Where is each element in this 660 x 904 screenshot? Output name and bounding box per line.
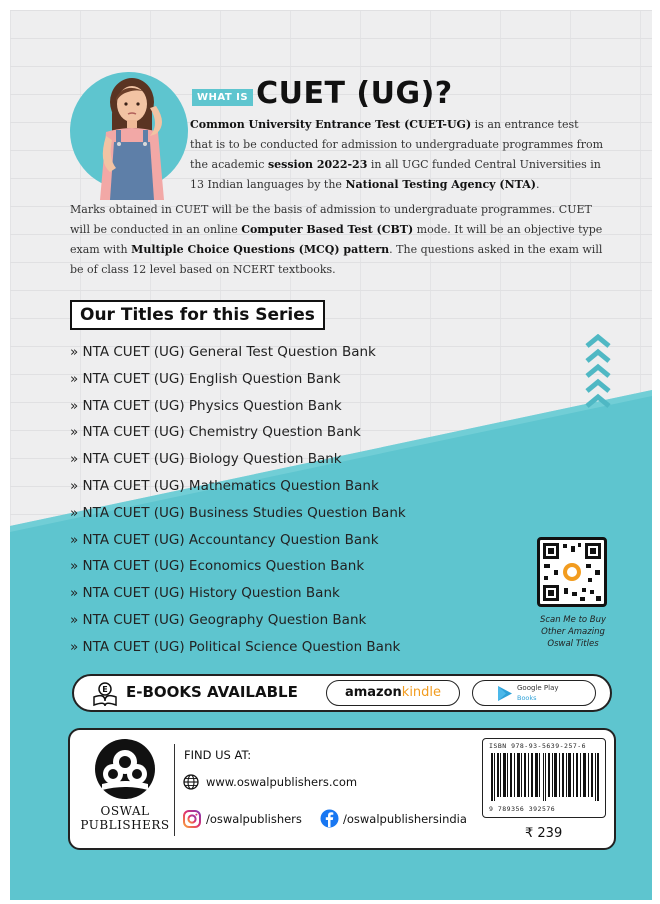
intro-text-3b: in all UGC funded Central Universities in bbox=[367, 158, 601, 171]
list-item: » NTA CUET (UG) English Question Bank bbox=[70, 370, 341, 387]
chevron-up-icon bbox=[585, 334, 611, 412]
girl-illustration bbox=[70, 72, 190, 200]
details-text-4: be of class 12 level based on NCERT textbooks. bbox=[70, 263, 336, 276]
details-paragraph bbox=[70, 200, 624, 280]
qr-caption bbox=[524, 614, 622, 650]
find-us-label: FIND US AT: bbox=[184, 748, 252, 762]
books-text: Books bbox=[517, 694, 537, 702]
student-avatar bbox=[70, 72, 190, 200]
isbn-text: ISBN 978-93-5639-257-6 bbox=[489, 742, 587, 750]
publisher-name bbox=[80, 804, 170, 832]
google-play-icon bbox=[497, 685, 513, 702]
list-item: » NTA CUET (UG) Political Science Question Bank bbox=[70, 638, 401, 655]
what-is-badge: WHAT IS bbox=[192, 89, 253, 106]
qr-code[interactable] bbox=[537, 537, 607, 607]
intro-bold-1: Common University Entrance Test (CUET-UG) bbox=[190, 118, 472, 131]
details-bold-2: Computer Based Test (CBT) bbox=[241, 223, 414, 236]
svg-text:E: E bbox=[102, 685, 108, 694]
ebooks-label: E-BOOKS AVAILABLE bbox=[126, 683, 298, 701]
intro-bold-4: National Testing Agency (NTA) bbox=[345, 178, 536, 191]
facebook-icon bbox=[320, 809, 339, 828]
globe-icon bbox=[183, 774, 199, 790]
list-item: » NTA CUET (UG) Geography Question Bank bbox=[70, 611, 367, 628]
list-item: » NTA CUET (UG) Chemistry Question Bank bbox=[70, 424, 361, 441]
details-bold-3: Multiple Choice Questions (MCQ) pattern bbox=[131, 243, 390, 256]
isbn-barcode bbox=[482, 738, 606, 818]
barcode bbox=[491, 753, 599, 801]
list-item: » NTA CUET (UG) Accountancy Question Bank bbox=[70, 531, 379, 548]
list-item: » NTA CUET (UG) Mathematics Question Bank bbox=[70, 477, 379, 494]
details-text-1: Marks obtained in CUET will be the basis of admission to undergraduate programmes. CUET bbox=[70, 203, 592, 216]
kindle-kindle-text: kindle bbox=[401, 685, 442, 700]
intro-text-4b: . bbox=[535, 178, 540, 191]
book-back-cover bbox=[10, 10, 652, 900]
isbn-number: 9 789356 392576 bbox=[489, 805, 556, 813]
google-play-books-button[interactable] bbox=[472, 680, 596, 706]
list-item: » NTA CUET (UG) History Question Bank bbox=[70, 585, 340, 602]
details-text-3b: . The questions asked in the exam will bbox=[389, 243, 603, 256]
publisher-name-line: OSWAL bbox=[100, 804, 150, 818]
qr-caption-line: Other Amazing bbox=[541, 627, 605, 637]
list-item: » NTA CUET (UG) General Test Question Bank bbox=[70, 344, 376, 360]
intro-bold-3: session 2022-23 bbox=[267, 158, 368, 171]
website-link[interactable]: www.oswalpublishers.com bbox=[206, 775, 358, 789]
ebook-icon bbox=[92, 681, 118, 707]
divider bbox=[174, 744, 175, 836]
details-text-2b: mode. It will be an objective type bbox=[413, 223, 603, 236]
list-item: » NTA CUET (UG) Biology Question Bank bbox=[70, 451, 342, 468]
cuet-title-row bbox=[192, 76, 453, 111]
instagram-link[interactable]: /oswalpublishers bbox=[206, 812, 302, 826]
price-label: ₹ 239 bbox=[525, 826, 563, 841]
qr-caption-line: Scan Me to Buy bbox=[539, 615, 607, 625]
intro-text-4a: 13 Indian languages by the bbox=[190, 178, 346, 191]
details-text-2a: will be conducted in an online bbox=[70, 223, 242, 236]
qr-code-pattern bbox=[540, 540, 604, 604]
intro-paragraph bbox=[190, 115, 622, 195]
oswal-logo bbox=[94, 738, 156, 800]
kindle-amazon-text: amazon bbox=[344, 685, 402, 700]
instagram-icon bbox=[183, 810, 201, 828]
details-text-3a: exam with bbox=[70, 243, 132, 256]
list-item: » NTA CUET (UG) Physics Question Bank bbox=[70, 397, 342, 414]
intro-text-2: that is to be conducted for admission to undergraduate programmes from bbox=[190, 138, 604, 151]
intro-text-3a: the academic bbox=[190, 158, 268, 171]
series-title-list bbox=[70, 341, 406, 663]
publisher-footer bbox=[68, 728, 616, 850]
amazon-kindle-button[interactable] bbox=[326, 680, 460, 706]
series-heading: Our Titles for this Series bbox=[70, 300, 325, 330]
list-item: » NTA CUET (UG) Economics Question Bank bbox=[70, 558, 365, 575]
list-item: » NTA CUET (UG) Business Studies Question Bank bbox=[70, 504, 406, 521]
publisher-name-line: PUBLISHERS bbox=[80, 818, 170, 832]
ebooks-available-bar bbox=[72, 674, 612, 712]
qr-caption-line: Oswal Titles bbox=[547, 639, 599, 649]
intro-text-1: is an entrance test bbox=[471, 118, 579, 131]
google-play-text: Google Play bbox=[517, 684, 559, 692]
page-title: CUET (UG)? bbox=[256, 76, 453, 111]
facebook-link[interactable]: /oswalpublishersindia bbox=[343, 812, 467, 826]
